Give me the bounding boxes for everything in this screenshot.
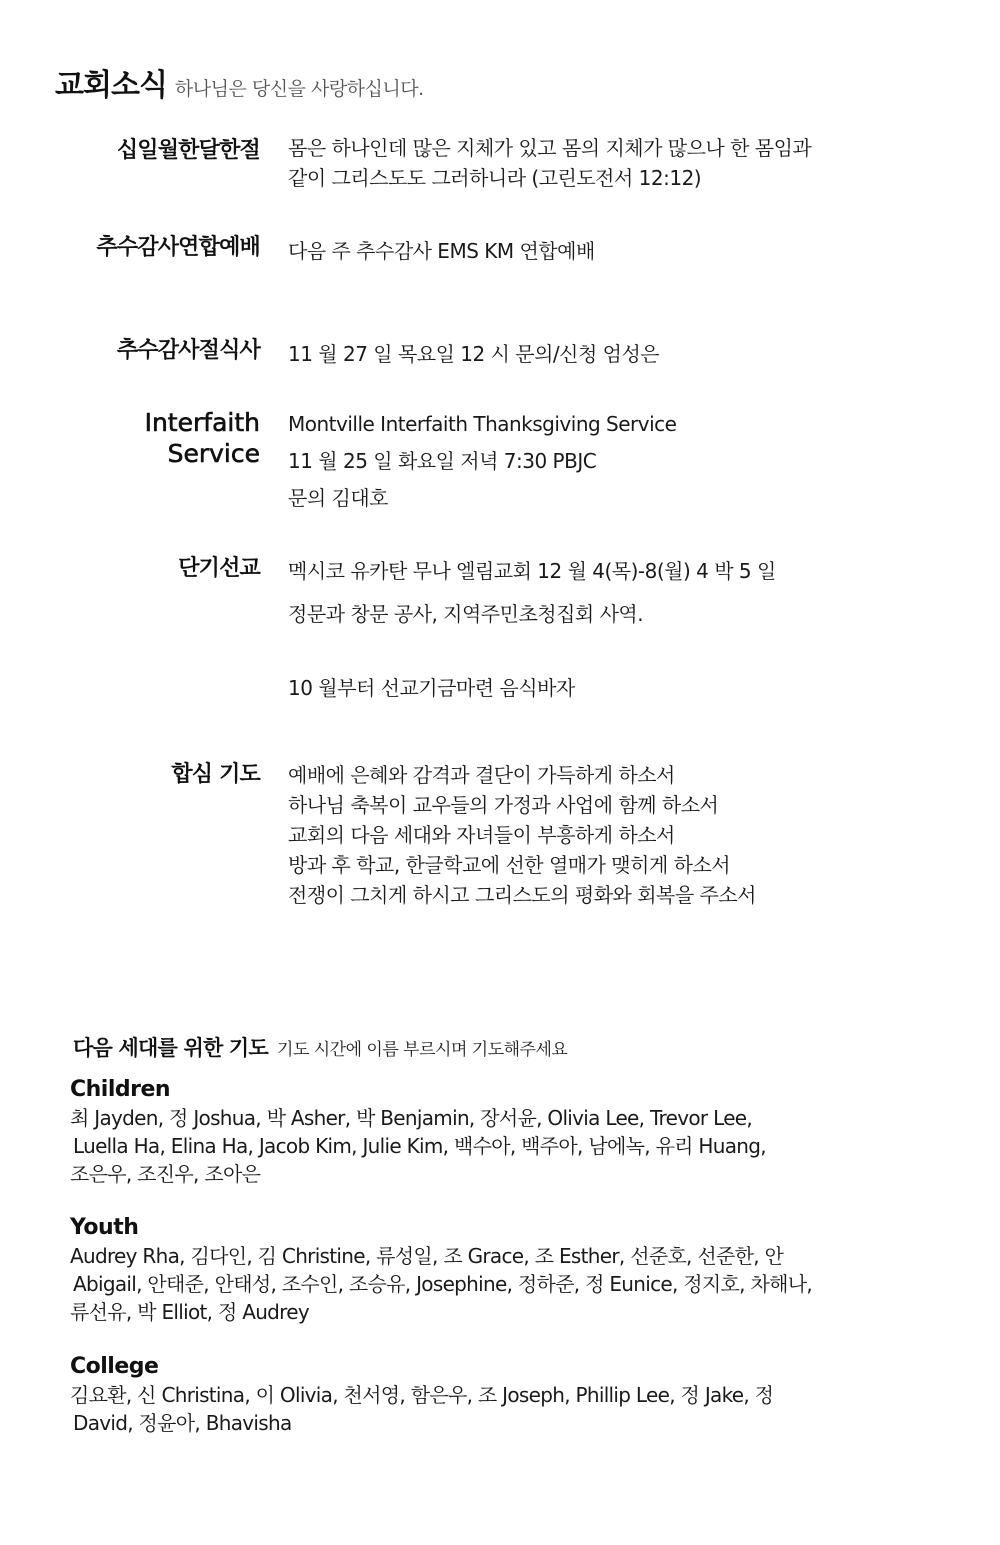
tithe-line: 몸은 하나인데 많은 지체가 있고 몸의 지체가 많으나 한 몸임과 bbox=[288, 136, 812, 160]
section-label-interfaith bbox=[145, 407, 260, 469]
section-label-tithe: 십일월한달한절 bbox=[116, 138, 260, 163]
group-children bbox=[70, 1076, 970, 1188]
page-title: 교회소식 bbox=[55, 68, 167, 103]
section-label-thanksgiving-meal: 추수감사절식사 bbox=[116, 338, 260, 363]
prayer-line: 교회의 다음 세대와 자녀들이 부흥하게 하소서 bbox=[288, 823, 675, 847]
group-title-college: College bbox=[70, 1354, 159, 1379]
group-youth bbox=[70, 1214, 970, 1326]
name-list-line: Audrey Rha, 김다인, 김 Christine, 류성일, 조 Grace, 조 Esther, 선준호, 선준한, 안 bbox=[70, 1244, 784, 1268]
name-list-line: David, 정윤아, Bhavisha bbox=[73, 1411, 292, 1435]
interfaith-line: Montville Interfaith Thanksgiving Service bbox=[288, 412, 677, 436]
section-label-mission: 단기선교 bbox=[178, 556, 260, 581]
joint-service-line: 다음 주 추수감사 EMS KM 연합예배 bbox=[288, 239, 595, 263]
prayer-line: 하나님 축복이 교우들의 가정과 사업에 함께 하소서 bbox=[288, 793, 719, 817]
section-label-prayer: 합심 기도 bbox=[171, 762, 260, 787]
next-generation-header bbox=[73, 1032, 567, 1062]
name-list-line: Abigail, 안태준, 안태성, 조수인, 조승유, Josephine, 정하준, 정 Eunice, 정지호, 차해나, bbox=[73, 1272, 812, 1296]
name-list-line: 류선유, 박 Elliot, 정 Audrey bbox=[70, 1300, 310, 1324]
group-title-youth: Youth bbox=[70, 1215, 139, 1240]
next-generation-title: 다음 세대를 위한 기도 bbox=[73, 1036, 268, 1060]
prayer-line: 예배에 은혜와 감격과 결단이 가득하게 하소서 bbox=[288, 763, 675, 787]
section-body-mission bbox=[288, 556, 776, 703]
interfaith-label-line: Service bbox=[167, 439, 260, 468]
group-college bbox=[70, 1353, 970, 1437]
mission-line: 멕시코 유카탄 무나 엘림교회 12 월 4(목)-8(월) 4 박 5 일 bbox=[288, 559, 776, 583]
section-body-tithe bbox=[288, 133, 811, 193]
interfaith-line: 문의 김대호 bbox=[288, 486, 388, 510]
section-body-thanksgiving-meal bbox=[288, 338, 659, 367]
next-generation-subtitle: 기도 시간에 이름 부르시며 기도해주세요 bbox=[277, 1040, 568, 1060]
page-subtitle: 하나님은 당신을 사랑하십니다. bbox=[174, 78, 424, 100]
prayer-line: 방과 후 학교, 한글학교에 선한 열매가 맺히게 하소서 bbox=[288, 853, 731, 877]
prayer-line: 전쟁이 그치게 하시고 그리스도의 평화와 회복을 주소서 bbox=[288, 883, 757, 907]
interfaith-line: 11 월 25 일 화요일 저녁 7:30 PBJC bbox=[288, 449, 597, 473]
name-list-line: 김요환, 신 Christina, 이 Olivia, 천서영, 함은우, 조 Joseph, Phillip Lee, 정 Jake, 정 bbox=[70, 1383, 774, 1407]
section-body-joint-service bbox=[288, 235, 595, 264]
mission-line: 10 월부터 선교기금마련 음식바자 bbox=[288, 676, 575, 700]
thanksgiving-meal-line: 11 월 27 일 목요일 12 시 문의/신청 엄성은 bbox=[288, 342, 660, 366]
tithe-line: 같이 그리스도도 그러하니라 (고린도전서 12:12) bbox=[288, 166, 702, 190]
section-body-prayer bbox=[288, 760, 756, 910]
group-title-children: Children bbox=[70, 1077, 171, 1102]
mission-line: 정문과 창문 공사, 지역주민초청집회 사역. bbox=[288, 602, 644, 626]
name-list-line: 최 Jayden, 정 Joshua, 박 Asher, 박 Benjamin, 장서윤, Olivia Lee, Trevor Lee, bbox=[70, 1106, 753, 1130]
section-body-interfaith bbox=[288, 406, 676, 517]
interfaith-label-line: Interfaith bbox=[144, 408, 260, 437]
page-header bbox=[55, 60, 424, 104]
name-list-line: Luella Ha, Elina Ha, Jacob Kim, Julie Kim, 백수아, 백주아, 남에녹, 유리 Huang, bbox=[73, 1134, 766, 1158]
section-label-joint-service: 추수감사연합예배 bbox=[96, 235, 260, 260]
name-list-line: 조은우, 조진우, 조아은 bbox=[70, 1162, 261, 1186]
